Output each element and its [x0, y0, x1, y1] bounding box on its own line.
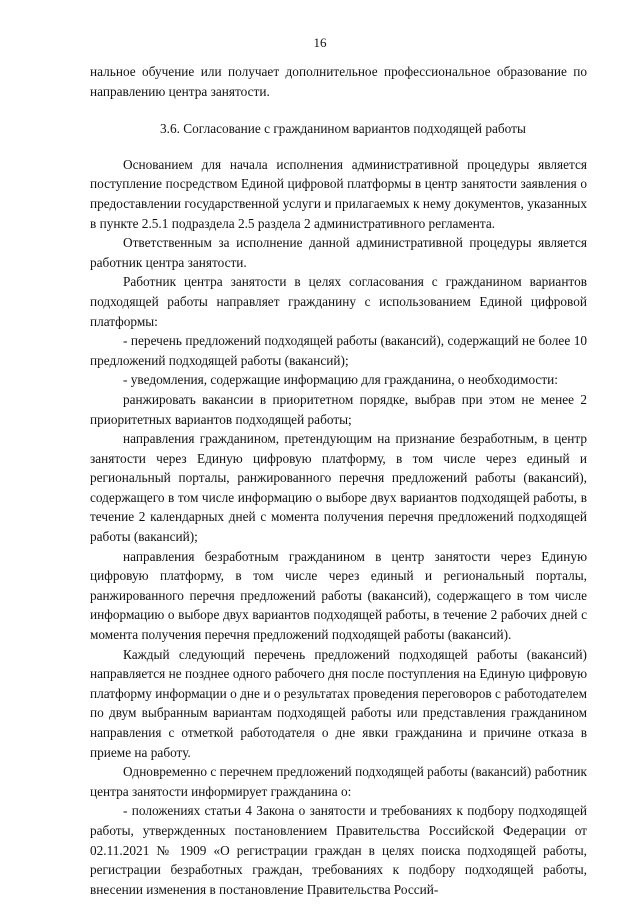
paragraph-sends: Работник центра занятости в целях согласования с гражданином вариантов подходящей работы направляет гражданину с использованием Единой цифровой платформы: [90, 274, 587, 329]
paragraph-applicant-direction: направления гражданином, претендующим на признание безработным, в центр занятости через Единую цифровую платформу, в том числе через единый и региональный порталы, ранжированного перечня предложений работы (вакансий), содержащего в том числе информацию о выборе двух вариантов подходящей работы, в течение 2 календарных дней с момента получения перечня предложений подходящей работы (вакансий); [90, 431, 587, 545]
paragraph-unemployed-direction: направления безработным гражданином в центр занятости через Единую цифровую платформу, в том числе через единый и региональный порталы, ранжированного перечня предложений работы (вакансий), содержащего в том числе информацию о выборе двух вариантов подходящей работы, в течение 2 рабочих дней с момента получения перечня предложений подходящей работы (вакансий). [90, 548, 587, 643]
document-body [90, 62, 587, 899]
paragraph-basis: Основанием для начала исполнения административной процедуры является поступление посредством Единой цифровой платформы в центр занятости заявления о предоставлении государственной услуги и прилагаемых к нему документов, указанных в пункте 2.5.1 подраздела 2.5 раздела 2 административного регламента. [90, 156, 587, 231]
list-item-vacancy-list: - перечень предложений подходящей работы (вакансий), содержащий не более 10 предложений подходящей работы (вакансий); [90, 333, 587, 368]
paragraph-next-list: Каждый следующий перечень предложений подходящей работы (вакансий) направляется не позднее одного рабочего дня после поступления на Единую цифровую платформу информации о дне и о результатах проведения переговоров с работодателем по двум выбранным вариантам подходящей работы или представления гражданином направления с отметкой работодателя о дне явки гражданина и причине отказа в приеме на работу. [90, 646, 587, 760]
list-item-law-provisions: - положениях статьи 4 Закона о занятости и требованиях к подбору подходящей работы, утвержденных постановлением Правительства Российской Федерации от 02.11.2021 № 1909 «О регистрации граждан в целях поиска подходящей работы, регистрации безработных граждан, требованиях к подбору подходящей работы, внесении изменения в постановление Правительства Россий- [90, 803, 587, 897]
list-item-notifications: - уведомления, содержащие информацию для гражданина, о необходимости: [123, 372, 558, 388]
paragraph-responsible: Ответственным за исполнение данной административной процедуры является работник центра занятости. [90, 235, 587, 270]
page-number: 16 [313, 35, 327, 50]
section-heading: 3.6. Согласование с гражданином вариантов подходящей работы [160, 121, 526, 137]
paragraph-informs: Одновременно с перечнем предложений подходящей работы (вакансий) работник центра занятости информирует гражданина о: [90, 764, 587, 799]
paragraph-rank: ранжировать вакансии в приоритетном порядке, выбрав при этом не менее 2 приоритетных вариантов подходящей работы; [90, 391, 587, 427]
intro-paragraph: нальное обучение или получает дополнительное профессиональное образование по направлению центра занятости. [90, 64, 587, 99]
